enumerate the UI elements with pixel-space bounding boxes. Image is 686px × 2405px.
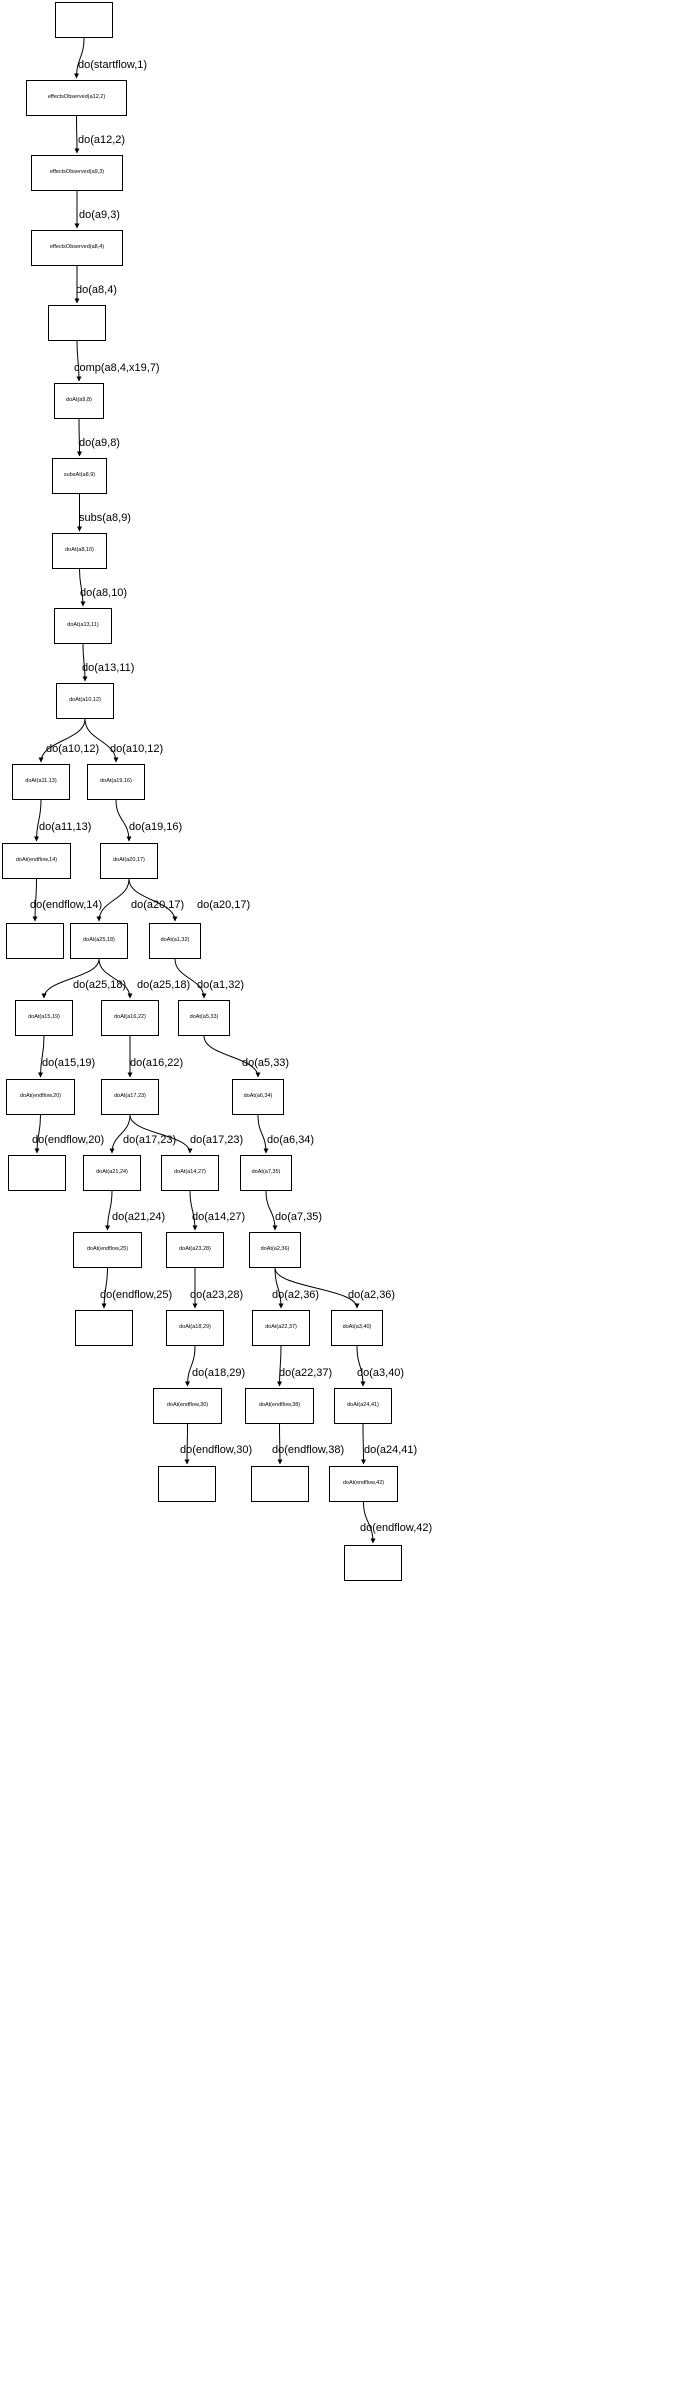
graph-node: doAt(a1,32) — [149, 923, 201, 959]
edge-label: do(a11,13) — [39, 821, 92, 833]
edge-label: do(a5,33) — [242, 1057, 290, 1069]
edge-label: do(a13,11) — [82, 662, 135, 674]
edge-label: do(a18,29) — [192, 1367, 246, 1379]
graph-node — [55, 2, 113, 38]
edge-label: do(a8,4) — [76, 284, 117, 296]
graph-node: doAt(endflow,30) — [153, 1388, 222, 1424]
edge-label: comp(a8,4,x19,7) — [74, 362, 160, 374]
graph-node: doAt(endflow,42) — [329, 1466, 398, 1502]
graph-node — [48, 305, 106, 341]
edge-label: do(a15,19) — [42, 1057, 96, 1069]
graph-edge — [258, 1115, 266, 1153]
edge-label: do(a22,37) — [279, 1367, 333, 1379]
graph-node: subsAt(a8,9) — [52, 458, 107, 494]
graph-node: effectsObserved(a12,2) — [26, 80, 127, 116]
graph-node: doAt(a9,8) — [54, 383, 104, 419]
graph-node — [344, 1545, 402, 1581]
edge-label: do(a23,28) — [190, 1289, 244, 1301]
graph-node: doAt(endflow,14) — [2, 843, 71, 879]
graph-node: doAt(a23,28) — [166, 1232, 224, 1268]
edge-label: do(a25,18) — [137, 979, 191, 991]
graph-node — [75, 1310, 133, 1346]
graph-edge — [275, 1268, 357, 1308]
graph-node — [158, 1466, 216, 1502]
graph-node: doAt(a22,37) — [252, 1310, 310, 1346]
graph-edge — [85, 719, 116, 762]
graph-node: doAt(a14,27) — [161, 1155, 219, 1191]
edge-label: do(endflow,42) — [360, 1522, 433, 1534]
edge-label: do(a7,35) — [275, 1211, 323, 1223]
graph-node: doAt(endflow,38) — [245, 1388, 314, 1424]
edge-label: do(endflow,30) — [180, 1444, 253, 1456]
graph-edge — [77, 38, 85, 78]
edge-label: do(a25,18) — [73, 979, 127, 991]
graph-node: doAt(a3,40) — [331, 1310, 383, 1346]
edge-label: do(a8,10) — [80, 587, 128, 599]
edge-label: do(a3,40) — [357, 1367, 405, 1379]
graph-edge — [104, 1268, 108, 1308]
edge-label: do(a20,17) — [131, 899, 185, 911]
edge-label: do(endflow,38) — [272, 1444, 345, 1456]
graph-node: doAt(a19,16) — [87, 764, 145, 800]
graph-node: doAt(a24,41) — [334, 1388, 392, 1424]
edge-label: do(a20,17) — [197, 899, 251, 911]
edge-label: do(endflow,25) — [100, 1289, 173, 1301]
edge-label: do(a12,2) — [78, 134, 126, 146]
edge-label: do(startflow,1) — [78, 59, 148, 71]
edge-label: do(a17,23) — [190, 1134, 244, 1146]
graph-node — [6, 923, 64, 959]
graph-edge — [116, 800, 129, 841]
graph-edge — [99, 879, 129, 921]
edge-label: do(a2,36) — [348, 1289, 396, 1301]
graph-edge — [280, 1346, 282, 1386]
edge-label: do(a6,34) — [267, 1134, 315, 1146]
graph-node: doAt(a21,24) — [83, 1155, 141, 1191]
graph-node: effectsObserved(a8,4) — [31, 230, 123, 266]
graph-node: doAt(a18,29) — [166, 1310, 224, 1346]
edge-label: do(a10,12) — [110, 743, 164, 755]
edge-label: do(a2,36) — [272, 1289, 320, 1301]
graph-node: doAt(a5,33) — [178, 1000, 230, 1036]
edge-label: do(a14,27) — [192, 1211, 246, 1223]
graph-node: doAt(a25,18) — [70, 923, 128, 959]
graph-edge — [266, 1191, 275, 1230]
edge-label: subs(a8,9) — [79, 512, 131, 524]
graph-node: doAt(a2,36) — [249, 1232, 301, 1268]
graph-node — [251, 1466, 309, 1502]
graph-edge — [188, 1346, 196, 1386]
graph-node: doAt(a11,13) — [12, 764, 70, 800]
edge-label: do(a16,22) — [130, 1057, 184, 1069]
edge-label: do(endflow,20) — [32, 1134, 105, 1146]
edge-label: do(a1,32) — [197, 979, 245, 991]
graph-node: doAt(a17,23) — [101, 1079, 159, 1115]
edge-label: do(endflow,14) — [30, 899, 103, 911]
graph-node: doAt(a20,17) — [100, 843, 158, 879]
edge-label: do(a19,16) — [129, 821, 183, 833]
graph-node: doAt(endflow,20) — [6, 1079, 75, 1115]
graph-node: doAt(a10,12) — [56, 683, 114, 719]
graph-edge — [77, 341, 79, 381]
edge-label: do(a24,41) — [364, 1444, 418, 1456]
graph-edge — [357, 1346, 363, 1386]
graph-node: doAt(endflow,25) — [73, 1232, 142, 1268]
edge-label: do(a9,3) — [79, 209, 120, 221]
edge-label: do(a9,8) — [79, 437, 120, 449]
edge-label: do(a21,24) — [112, 1211, 166, 1223]
graph-node: doAt(a6,34) — [232, 1079, 284, 1115]
edge-label: do(a10,12) — [46, 743, 100, 755]
graph-node: doAt(a13,11) — [54, 608, 112, 644]
graph-node — [8, 1155, 66, 1191]
graph-node: effectsObserved(a9,3) — [31, 155, 123, 191]
graph-node: doAt(a8,10) — [52, 533, 107, 569]
graph-edge — [77, 116, 78, 153]
graph-node: doAt(a15,19) — [15, 1000, 73, 1036]
edge-label: do(a17,23) — [123, 1134, 177, 1146]
graph-node: doAt(a16,22) — [101, 1000, 159, 1036]
graph-edge — [41, 719, 85, 762]
graph-node: doAt(a7,35) — [240, 1155, 292, 1191]
